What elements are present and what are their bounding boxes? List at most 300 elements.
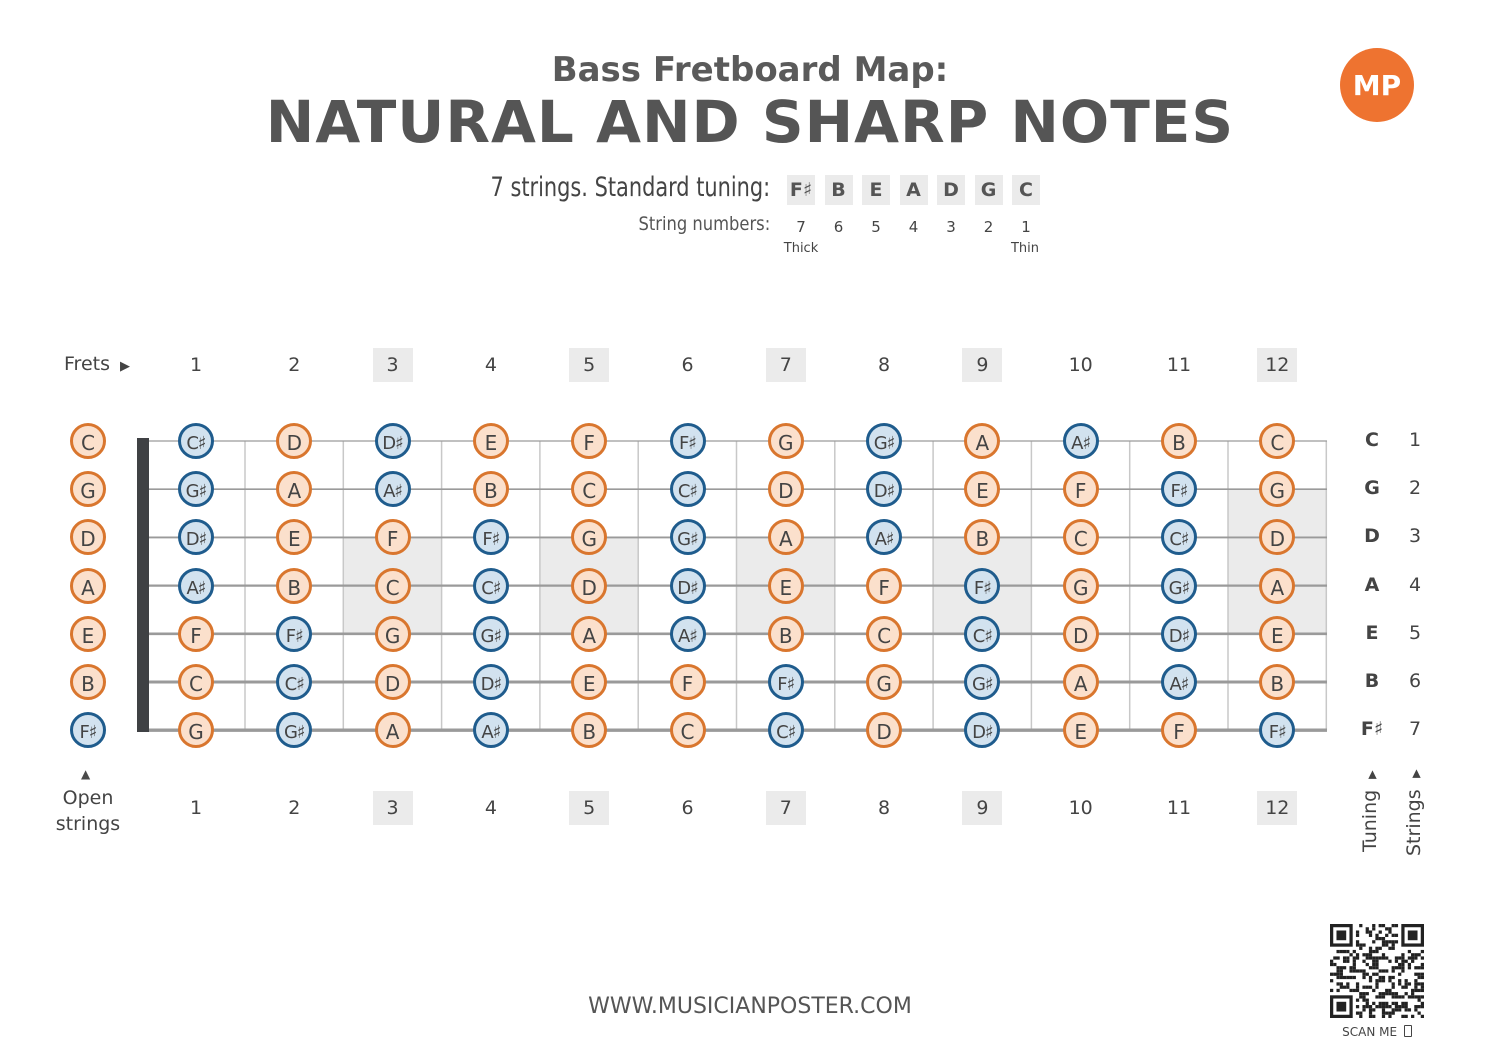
fret-note: G♯ (866, 423, 902, 459)
fret-note: F (670, 664, 706, 700)
qr-module (1382, 924, 1385, 927)
qr-module (1359, 969, 1362, 972)
qr-module (1349, 989, 1352, 992)
qr-module (1379, 956, 1382, 959)
qr-module (1395, 960, 1398, 963)
qr-module (1395, 1008, 1398, 1011)
qr-module (1379, 1002, 1382, 1005)
qr-module (1411, 953, 1414, 956)
qr-module (1359, 1012, 1362, 1015)
fret-note: C (866, 616, 902, 652)
string-number: 7 (1408, 718, 1422, 741)
scan-me-label (1330, 1025, 1424, 1039)
fret-note: G (1259, 471, 1295, 507)
qr-module (1398, 966, 1401, 969)
qr-module (1359, 947, 1362, 950)
fret-note: D (375, 664, 411, 700)
qr-module (1421, 976, 1424, 979)
string-tuning: B (1364, 670, 1380, 692)
qr-module (1375, 986, 1378, 989)
qr-module (1346, 986, 1349, 989)
fret-note: A (964, 423, 1000, 459)
fret-note: D (571, 568, 607, 604)
strings-axis-text: Strings (1403, 789, 1425, 856)
qr-module (1379, 1005, 1382, 1008)
qr-module (1372, 966, 1375, 969)
qr-module (1353, 976, 1356, 979)
fret-note: D♯ (178, 519, 214, 555)
qr-module (1372, 1015, 1375, 1018)
qr-module (1353, 989, 1356, 992)
fret-note: F (375, 519, 411, 555)
fret-note: E (571, 664, 607, 700)
open-string-note: C (70, 423, 106, 459)
qr-module (1340, 969, 1343, 972)
qr-module (1382, 995, 1385, 998)
fret-note: A♯ (178, 568, 214, 604)
qr-module (1382, 1002, 1385, 1005)
qr-module (1366, 953, 1369, 956)
fret-number: 9 (962, 791, 1002, 825)
qr-module (1414, 956, 1417, 959)
qr-module (1385, 989, 1388, 992)
logo: MP (1340, 48, 1414, 122)
qr-module (1395, 992, 1398, 995)
qr-module (1421, 986, 1424, 989)
qr-module (1385, 1005, 1388, 1008)
qr-module (1340, 973, 1343, 976)
string-number: 1 (1021, 218, 1031, 236)
qr-module (1421, 982, 1424, 985)
qr-module (1418, 999, 1421, 1002)
fret-note: B (1259, 664, 1295, 700)
qr-module (1369, 976, 1372, 979)
fret-note: D♯ (964, 712, 1000, 748)
qr-module (1379, 976, 1382, 979)
qr-module (1375, 973, 1378, 976)
string-number: 6 (833, 218, 844, 236)
qr-module (1362, 943, 1365, 946)
qr-module (1372, 940, 1375, 943)
qr-module (1356, 953, 1359, 956)
qr-module (1392, 924, 1395, 927)
fret-note: F♯ (1161, 471, 1197, 507)
qr-module (1375, 979, 1378, 982)
qr-module (1343, 960, 1346, 963)
qr-module (1369, 1015, 1372, 1018)
qr-module (1349, 976, 1352, 979)
fret-number: 9 (962, 348, 1002, 382)
fret-note: E (473, 423, 509, 459)
fret-number: 5 (569, 348, 609, 382)
qr-module (1362, 953, 1365, 956)
qr-module (1362, 995, 1365, 998)
qr-module (1369, 956, 1372, 959)
qr-module (1336, 966, 1339, 969)
qr-module (1421, 1002, 1424, 1005)
fret-number: 1 (189, 354, 203, 376)
qr-module (1392, 982, 1395, 985)
qr-module (1392, 947, 1395, 950)
qr-module (1375, 963, 1378, 966)
nut (137, 438, 149, 732)
string-number: 3 (946, 218, 956, 236)
qr-module (1336, 1002, 1346, 1012)
qr-module (1388, 992, 1391, 995)
qr-module (1330, 963, 1333, 966)
qr-module (1346, 982, 1349, 985)
qr-module (1356, 986, 1359, 989)
qr-module (1366, 999, 1369, 1002)
string-numbers-label: String numbers: (638, 213, 770, 235)
qr-module (1362, 986, 1365, 989)
qr-module (1421, 966, 1424, 969)
qr-module (1372, 956, 1375, 959)
qr-module (1346, 960, 1349, 963)
qr-module (1366, 986, 1369, 989)
qr-module (1388, 960, 1391, 963)
thin-label: Thin (1010, 241, 1040, 256)
fret-note: G♯ (670, 519, 706, 555)
qr-module (1401, 960, 1404, 963)
fret-note: F♯ (276, 616, 312, 652)
qr-module (1330, 973, 1333, 976)
fret-note: A♯ (375, 471, 411, 507)
fret-note: G (375, 616, 411, 652)
qr-module (1414, 1005, 1417, 1008)
fret-note: C♯ (1161, 519, 1197, 555)
fret-number: 10 (1068, 354, 1093, 376)
qr-module (1421, 989, 1424, 992)
qr-module (1340, 976, 1343, 979)
qr-module (1369, 950, 1372, 953)
qr-module (1369, 930, 1372, 933)
qr-module (1421, 1005, 1424, 1008)
qr-module (1421, 973, 1424, 976)
qr-module (1346, 956, 1349, 959)
qr-module (1362, 1005, 1365, 1008)
fret-note: F♯ (473, 519, 509, 555)
fret-number: 2 (288, 354, 301, 376)
fret-note: D♯ (866, 471, 902, 507)
fret-note: C♯ (276, 664, 312, 700)
qr-module (1366, 956, 1369, 959)
qr-module (1388, 1012, 1391, 1015)
qr-module (1395, 956, 1398, 959)
qr-module (1369, 953, 1372, 956)
fret-note: D (768, 471, 804, 507)
fret-number: 4 (484, 354, 497, 376)
qr-module (1392, 1002, 1395, 1005)
website-url[interactable]: WWW.MUSICIANPOSTER.COM (588, 994, 912, 1019)
qr-module (1359, 1015, 1362, 1018)
qr-module (1408, 956, 1411, 959)
qr-module (1333, 963, 1336, 966)
qr-module (1418, 966, 1421, 969)
qr-module (1418, 1012, 1421, 1015)
qr-module (1359, 924, 1362, 927)
fret-number: 11 (1166, 354, 1192, 376)
qr-module (1356, 982, 1359, 985)
string-number: 4 (1408, 573, 1422, 596)
qr-module (1366, 930, 1369, 933)
qr-module (1414, 986, 1417, 989)
qr-module (1362, 992, 1365, 995)
qr-module (1375, 950, 1378, 953)
qr-module (1340, 966, 1343, 969)
fret-note: A (375, 712, 411, 748)
qr-module (1349, 969, 1352, 972)
qr-module (1366, 1005, 1369, 1008)
fret-note: E (1063, 712, 1099, 748)
fret-note: F♯ (964, 568, 1000, 604)
fret-number: 8 (878, 797, 891, 819)
qr-module (1382, 943, 1385, 946)
qr-module (1421, 1015, 1424, 1018)
qr-module (1392, 966, 1395, 969)
arrow-up-icon: ▲ (1368, 767, 1377, 781)
tuning-note: D (937, 175, 965, 205)
fret-note: B (571, 712, 607, 748)
qr-module (1382, 956, 1385, 959)
qr-module (1401, 1002, 1404, 1005)
fret-note: G♯ (964, 664, 1000, 700)
fret-note: B (964, 519, 1000, 555)
fret-number: 3 (373, 348, 413, 382)
qr-module (1411, 960, 1414, 963)
qr-module (1369, 966, 1372, 969)
qr-module (1366, 992, 1369, 995)
qr-module (1362, 960, 1365, 963)
qr-module (1375, 956, 1378, 959)
qr-module (1401, 953, 1404, 956)
thick-label: Thick (783, 241, 819, 256)
string-tuning: G (1364, 477, 1380, 500)
arrow-right-icon: ▶ (120, 359, 131, 374)
tuning-note: E (862, 175, 890, 205)
fret-note: G (768, 423, 804, 459)
qr-module (1382, 1015, 1385, 1018)
qr-module (1359, 943, 1362, 946)
qr-module (1336, 982, 1339, 985)
qr-module (1392, 986, 1395, 989)
qr-module (1392, 940, 1395, 943)
fret-note: F♯ (768, 664, 804, 700)
qr-module (1349, 966, 1352, 969)
qr-module (1408, 930, 1418, 940)
qr-module (1382, 979, 1385, 982)
qr-module (1414, 953, 1417, 956)
fret-note: C (178, 664, 214, 700)
qr-module (1369, 986, 1372, 989)
qr-module (1392, 1012, 1395, 1015)
qr-module (1382, 976, 1385, 979)
qr-module (1405, 986, 1408, 989)
qr-module (1388, 989, 1391, 992)
qr-module (1379, 979, 1382, 982)
qr-module (1421, 995, 1424, 998)
qr-module (1336, 973, 1339, 976)
qr-module (1353, 966, 1356, 969)
qr-module (1395, 1002, 1398, 1005)
qr-module (1405, 992, 1408, 995)
qr-module (1356, 940, 1359, 943)
string-number: 7 (796, 218, 806, 236)
qr-module (1343, 976, 1346, 979)
qr-module (1398, 963, 1401, 966)
qr-module (1401, 966, 1404, 969)
tuning-note: F♯ (787, 175, 815, 205)
qr-module (1366, 973, 1369, 976)
qr-module (1340, 986, 1343, 989)
fret-note: C (670, 712, 706, 748)
qr-module (1379, 924, 1382, 927)
phone-icon (1404, 1025, 1412, 1037)
fret-note: C♯ (670, 471, 706, 507)
qr-module (1362, 999, 1365, 1002)
string-tuning: A (1364, 573, 1380, 596)
qr-module (1372, 973, 1375, 976)
string-number: 2 (983, 218, 994, 236)
fret-note: A♯ (1063, 423, 1099, 459)
qr-module (1388, 927, 1391, 930)
fret-note: A (1259, 568, 1295, 604)
qr-module (1411, 1015, 1414, 1018)
qr-module (1369, 934, 1372, 937)
qr-module (1408, 982, 1411, 985)
fret-note: G♯ (473, 616, 509, 652)
fret-note: D (1259, 519, 1295, 555)
qr-module (1382, 1005, 1385, 1008)
open-strings-label: Open strings (55, 787, 121, 835)
qr-module (1401, 1005, 1404, 1008)
qr-module (1375, 982, 1378, 985)
qr-module (1398, 1005, 1401, 1008)
string-number: 2 (1408, 477, 1422, 500)
qr-module (1353, 956, 1356, 959)
fret-note: F♯ (670, 423, 706, 459)
qr-module (1336, 989, 1339, 992)
qr-module (1353, 963, 1356, 966)
open-string-note: D (70, 519, 106, 555)
page-title: NATURAL AND SHARP NOTES (265, 88, 1235, 156)
qr-module (1392, 992, 1395, 995)
qr-module (1385, 927, 1388, 930)
fret-number: 10 (1068, 797, 1093, 819)
qr-module (1405, 960, 1408, 963)
qr-module (1333, 956, 1336, 959)
fret-number: 7 (766, 791, 806, 825)
qr-module (1385, 992, 1388, 995)
fret-note: B (1161, 423, 1197, 459)
fret-note: D (276, 423, 312, 459)
qr-module (1388, 1015, 1391, 1018)
qr-module (1405, 982, 1408, 985)
qr-module (1401, 995, 1404, 998)
qr-module (1414, 973, 1417, 976)
fret-note: D♯ (375, 423, 411, 459)
qr-module (1356, 969, 1359, 972)
qr-module (1336, 950, 1339, 953)
fret-number: 11 (1166, 797, 1192, 819)
qr-module (1372, 924, 1375, 927)
tuning-note: B (825, 175, 853, 205)
fret-note: G (1063, 568, 1099, 604)
qr-module (1382, 940, 1385, 943)
qr-module (1405, 979, 1408, 982)
qr-module (1369, 1012, 1372, 1015)
qr-module (1336, 969, 1339, 972)
qr-module (1330, 989, 1333, 992)
qr-module (1392, 995, 1395, 998)
qr-module (1385, 956, 1388, 959)
arrow-up-icon: ▲ (1412, 766, 1421, 780)
tuning-axis-text: Tuning (1359, 789, 1381, 852)
arrow-up-icon: ▲ (81, 767, 91, 781)
fret-number: 4 (484, 797, 497, 819)
qr-module (1372, 963, 1375, 966)
qr-module (1405, 1005, 1408, 1008)
qr-module (1359, 992, 1362, 995)
qr-module (1411, 995, 1414, 998)
qr-code[interactable] (1330, 924, 1424, 1018)
fret-number: 2 (288, 797, 301, 819)
fret-note: C (571, 471, 607, 507)
subtitle: Bass Fretboard Map: (551, 50, 949, 90)
qr-module (1336, 956, 1339, 959)
qr-module (1375, 947, 1378, 950)
open-string-note: G (70, 471, 106, 507)
qr-module (1382, 937, 1385, 940)
qr-module (1414, 966, 1417, 969)
qr-module (1385, 934, 1388, 937)
tuning-axis-label (1359, 769, 1381, 852)
qr-module (1408, 963, 1411, 966)
string-number: 5 (871, 218, 881, 236)
qr-module (1388, 947, 1391, 950)
qr-module (1356, 999, 1359, 1002)
qr-module (1372, 1008, 1375, 1011)
string-number: 1 (1408, 429, 1422, 451)
fret-number: 12 (1257, 348, 1297, 382)
fret-note: D (866, 712, 902, 748)
qr-module (1395, 934, 1398, 937)
qr-module (1398, 982, 1401, 985)
qr-module (1343, 966, 1346, 969)
fret-note: D♯ (473, 664, 509, 700)
qr-module (1401, 1015, 1404, 1018)
qr-module (1343, 986, 1346, 989)
qr-module (1408, 966, 1411, 969)
open-string-note: B (70, 664, 106, 700)
qr-module (1382, 953, 1385, 956)
fret-note: E (276, 519, 312, 555)
qr-module (1372, 927, 1375, 930)
qr-module (1414, 989, 1417, 992)
qr-module (1385, 1012, 1388, 1015)
qr-module (1418, 953, 1421, 956)
qr-module (1375, 937, 1378, 940)
fret-note: D (1063, 616, 1099, 652)
qr-module (1349, 953, 1352, 956)
qr-module (1385, 969, 1388, 972)
qr-module (1362, 969, 1365, 972)
fret-number: 3 (373, 791, 413, 825)
fret-number: 12 (1257, 791, 1297, 825)
qr-module (1330, 960, 1333, 963)
qr-module (1353, 960, 1356, 963)
fret-note: A♯ (1161, 664, 1197, 700)
